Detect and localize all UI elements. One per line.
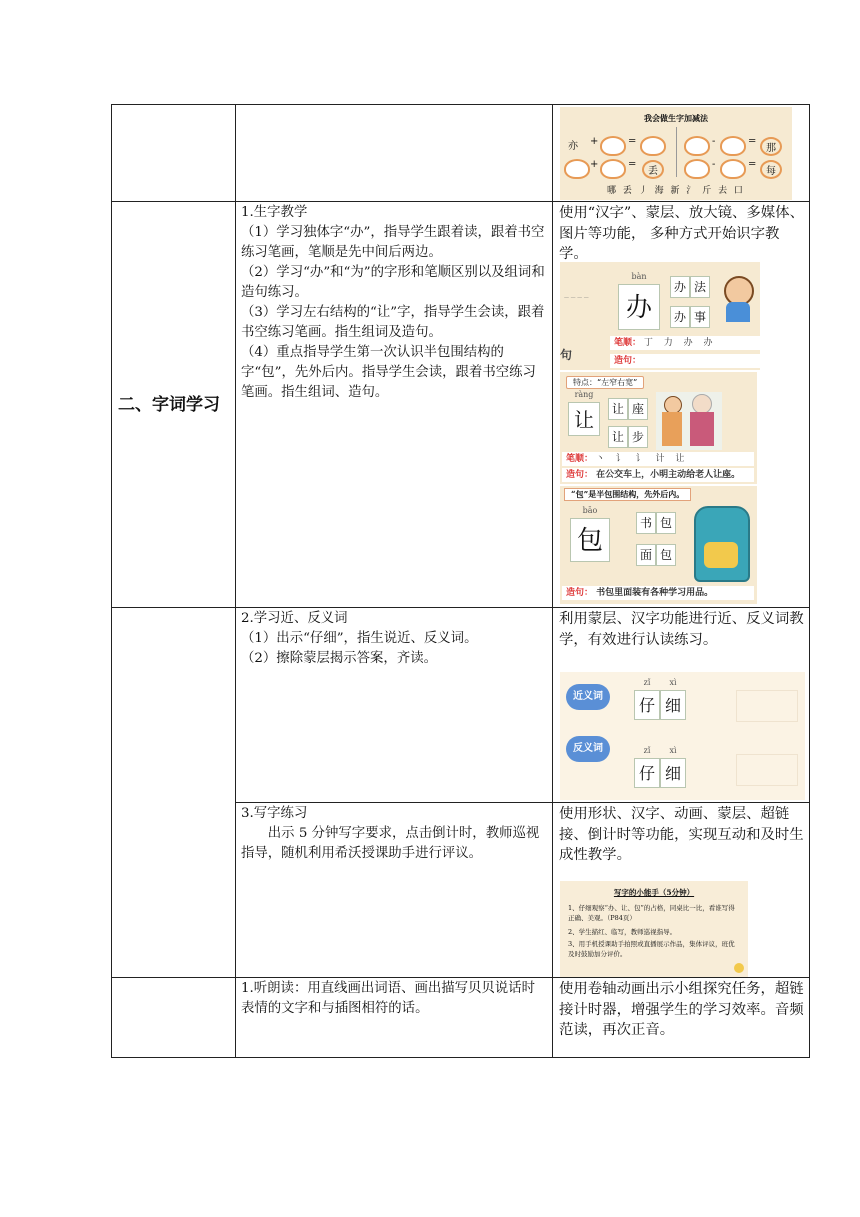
item-heading: 2.学习近、反义词 [241, 611, 348, 626]
word-box [670, 276, 690, 298]
bao-sentence-bar [562, 586, 754, 600]
media-cell [553, 105, 810, 202]
stroke-label: 笔顺： [566, 454, 594, 464]
pinyin: zǐ [643, 678, 651, 687]
worksheet-image [560, 107, 792, 200]
heart-blank [684, 136, 710, 156]
content-cell [236, 978, 553, 1058]
ban-char-box [618, 272, 660, 330]
item-paragraph: （4）重点指导学生第一次认识半包围结构的字“包”，先外后内。指导学生会读，跟着书空练习笔画。指生组词、造句。 [241, 345, 536, 400]
rang-stroke-bar [562, 452, 754, 466]
method-note: 使用卷轴动画出示小组探究任务，超链接计时器，增强学生的学习效率。音频范读，再次正音。 [559, 981, 804, 1038]
ban-pinyin: bàn [631, 272, 647, 281]
section-cell-empty [112, 105, 236, 202]
word-char: 包 [659, 548, 672, 562]
sun-icon [734, 963, 744, 973]
boy-illustration-icon [720, 276, 754, 322]
eq2-left-char: 丢 [642, 160, 664, 179]
heart-blank [600, 159, 626, 179]
heart-blank [720, 136, 746, 156]
sentence-label: 造句： [566, 470, 594, 480]
rang-pinyin: ràng [574, 390, 594, 399]
backpack-icon [694, 506, 750, 582]
antonym-cloud: 反义词 [566, 736, 610, 762]
bao-pinyin: bāo [582, 506, 598, 515]
answer-placeholder [736, 690, 798, 722]
media-cell [553, 978, 810, 1058]
word-char: 办 [673, 280, 686, 294]
worksheet-title: 我会做生字加减法 [644, 113, 708, 123]
worksheet-divider [676, 127, 677, 177]
ban-sentence-bar [610, 354, 760, 368]
item-heading: 3.写字练习 [241, 806, 308, 821]
word-char: 办 [673, 310, 686, 324]
word-char: 法 [693, 280, 706, 294]
item-paragraph: 1.听朗读：用直线画出词语、画出描写贝贝说话时表情的文字和与插图相符的话。 [241, 981, 535, 1016]
word-box [670, 306, 690, 328]
eq1-minus: - [712, 136, 716, 147]
stroke-order: 丶 讠 讠 计 让 [595, 454, 689, 464]
word-box [690, 306, 710, 328]
pinyin: zǐ [643, 746, 651, 755]
bao-char: 包 [576, 526, 603, 556]
lesson-plan-table [111, 104, 810, 1058]
word-box [636, 512, 656, 534]
heart-blank [600, 136, 626, 156]
writing-task-image [560, 881, 748, 977]
sentence-text: 在公交车上，小明主动给老人让座。 [596, 470, 741, 480]
word-char: 细 [664, 696, 681, 715]
eq2-equals: = [628, 159, 637, 170]
ban-char: 办 [625, 293, 652, 323]
word-char: 让 [611, 402, 624, 416]
table-row [112, 608, 810, 803]
elderly-helping-illustration-icon [656, 392, 722, 450]
ban-slide-image [560, 262, 760, 370]
item-paragraph: （2）学习“办”和“为”的字形和笔顺区别以及组词和造句练习。 [241, 265, 545, 300]
eq1-left-char: 亦 [568, 141, 578, 152]
rang-feature: 特点：“左窄右宽” [566, 376, 644, 389]
content-cell [236, 608, 553, 803]
method-note: 利用蒙层、汉字功能进行近、反义词教学，有效进行认读练习。 [559, 611, 804, 648]
section-cell-empty [112, 608, 236, 978]
sentence-label: 造句： [614, 356, 642, 366]
stroke-order: 丁 力 办 办 [643, 338, 717, 348]
heart-blank [564, 159, 590, 179]
word-char: 面 [639, 548, 652, 562]
word-char: 步 [631, 430, 644, 444]
media-cell [553, 803, 810, 978]
sentence-text: 书包里面装有各种学习用品。 [596, 588, 714, 598]
ban-stroke-bar [610, 336, 760, 350]
heart-blank [640, 136, 666, 156]
synonym-cloud: 近义词 [566, 684, 610, 710]
sentence-label: 造句： [566, 588, 594, 598]
slide-caption: — — — — [564, 295, 589, 301]
word-char: 事 [693, 310, 706, 324]
eq1-equals-r: = [748, 136, 757, 147]
bao-feature: “包”是半包围结构，先外后内。 [564, 488, 691, 501]
section-title: 二、字词学习 [112, 202, 236, 608]
section-cell-empty [112, 978, 236, 1058]
content-cell [236, 803, 553, 978]
word-char: 书 [639, 516, 652, 530]
method-note: 使用形状、汉字、动画、蒙层、超链接、倒计时等功能，实现互动和及时生成性教学。 [559, 806, 804, 863]
media-cell [553, 202, 810, 608]
stroke-label: 笔顺： [614, 338, 642, 348]
eq1-equals: = [628, 136, 637, 147]
table-row [112, 105, 810, 202]
word-char: 细 [664, 764, 681, 783]
word-box [608, 426, 628, 448]
word-box [690, 276, 710, 298]
card-line: 1、仔细观察“办、让、包”的占格，同桌比一比，看谁写得正确、美观。（P84页） [568, 904, 735, 922]
answer-placeholder [736, 754, 798, 786]
eq1-right-char: 那 [760, 137, 782, 156]
word-box [656, 544, 676, 566]
word-box [634, 678, 660, 720]
word-box [628, 398, 648, 420]
card-title: 写字的小能手（5分钟） [613, 888, 695, 897]
word-char: 让 [611, 430, 624, 444]
word-box [628, 426, 648, 448]
pinyin: xì [669, 746, 677, 755]
media-cell [553, 608, 810, 803]
card-line: 3、用手机授课助手拍照或直播展示作品，集体评议，班优及时鼓励加分评价。 [568, 940, 735, 958]
word-box [636, 544, 656, 566]
heart-blank [684, 159, 710, 179]
content-cell-empty [236, 105, 553, 202]
word-box [608, 398, 628, 420]
item-paragraph: （3）学习左右结构的“让”字，指导学生会读，跟着书空练习笔画。指生组词及造句。 [241, 305, 545, 340]
synonym-slide-image [560, 672, 805, 800]
worksheet-char-bank: 哪 丢 丿 海 新 氵 斤 去 口 [607, 186, 745, 196]
heart-blank [720, 159, 746, 179]
rang-slide-image [560, 372, 757, 484]
eq2-plus: + [590, 159, 599, 170]
word-char: 仔 [638, 764, 655, 783]
eq2-equals-r: = [748, 159, 757, 170]
word-box [656, 512, 676, 534]
card-line: 2、学生描红、临写，教师巡视指导。 [568, 928, 677, 936]
rang-sentence-bar [562, 468, 754, 482]
method-note: 使用“汉字”、蒙层、放大镜、多媒体、图片等功能， 多种方式开始识字教学。 [559, 205, 804, 262]
bao-char-box [570, 506, 610, 562]
eq2-right-char: 每 [760, 160, 782, 179]
item-paragraph: （2）擦除蒙层揭示答案，齐读。 [241, 651, 437, 666]
bao-slide-image [560, 486, 757, 604]
word-char: 座 [631, 402, 644, 416]
item-heading: 1.生字教学 [241, 205, 308, 220]
side-char: 句 [560, 348, 573, 362]
pinyin: xì [669, 678, 677, 687]
item-paragraph: （1）学习独体字“办”，指导学生跟着读，跟着书空练习笔画，笔顺是先中间后两边。 [241, 225, 545, 260]
rang-char-box [568, 390, 600, 436]
word-char: 包 [659, 516, 672, 530]
eq2-minus: - [712, 159, 716, 170]
word-box [634, 746, 660, 788]
content-cell [236, 202, 553, 608]
item-paragraph: 出示 5 分钟写字要求，点击倒计时，教师巡视指导，随机利用希沃授课助手进行评议。 [241, 826, 540, 861]
word-box [660, 746, 686, 788]
table-row [112, 202, 810, 608]
eq1-plus: + [590, 136, 599, 147]
table-row [112, 978, 810, 1058]
word-box [660, 678, 686, 720]
rang-char: 让 [574, 408, 594, 432]
word-char: 仔 [638, 696, 655, 715]
item-paragraph: （1）出示“仔细”，指生说近、反义词。 [241, 631, 478, 646]
